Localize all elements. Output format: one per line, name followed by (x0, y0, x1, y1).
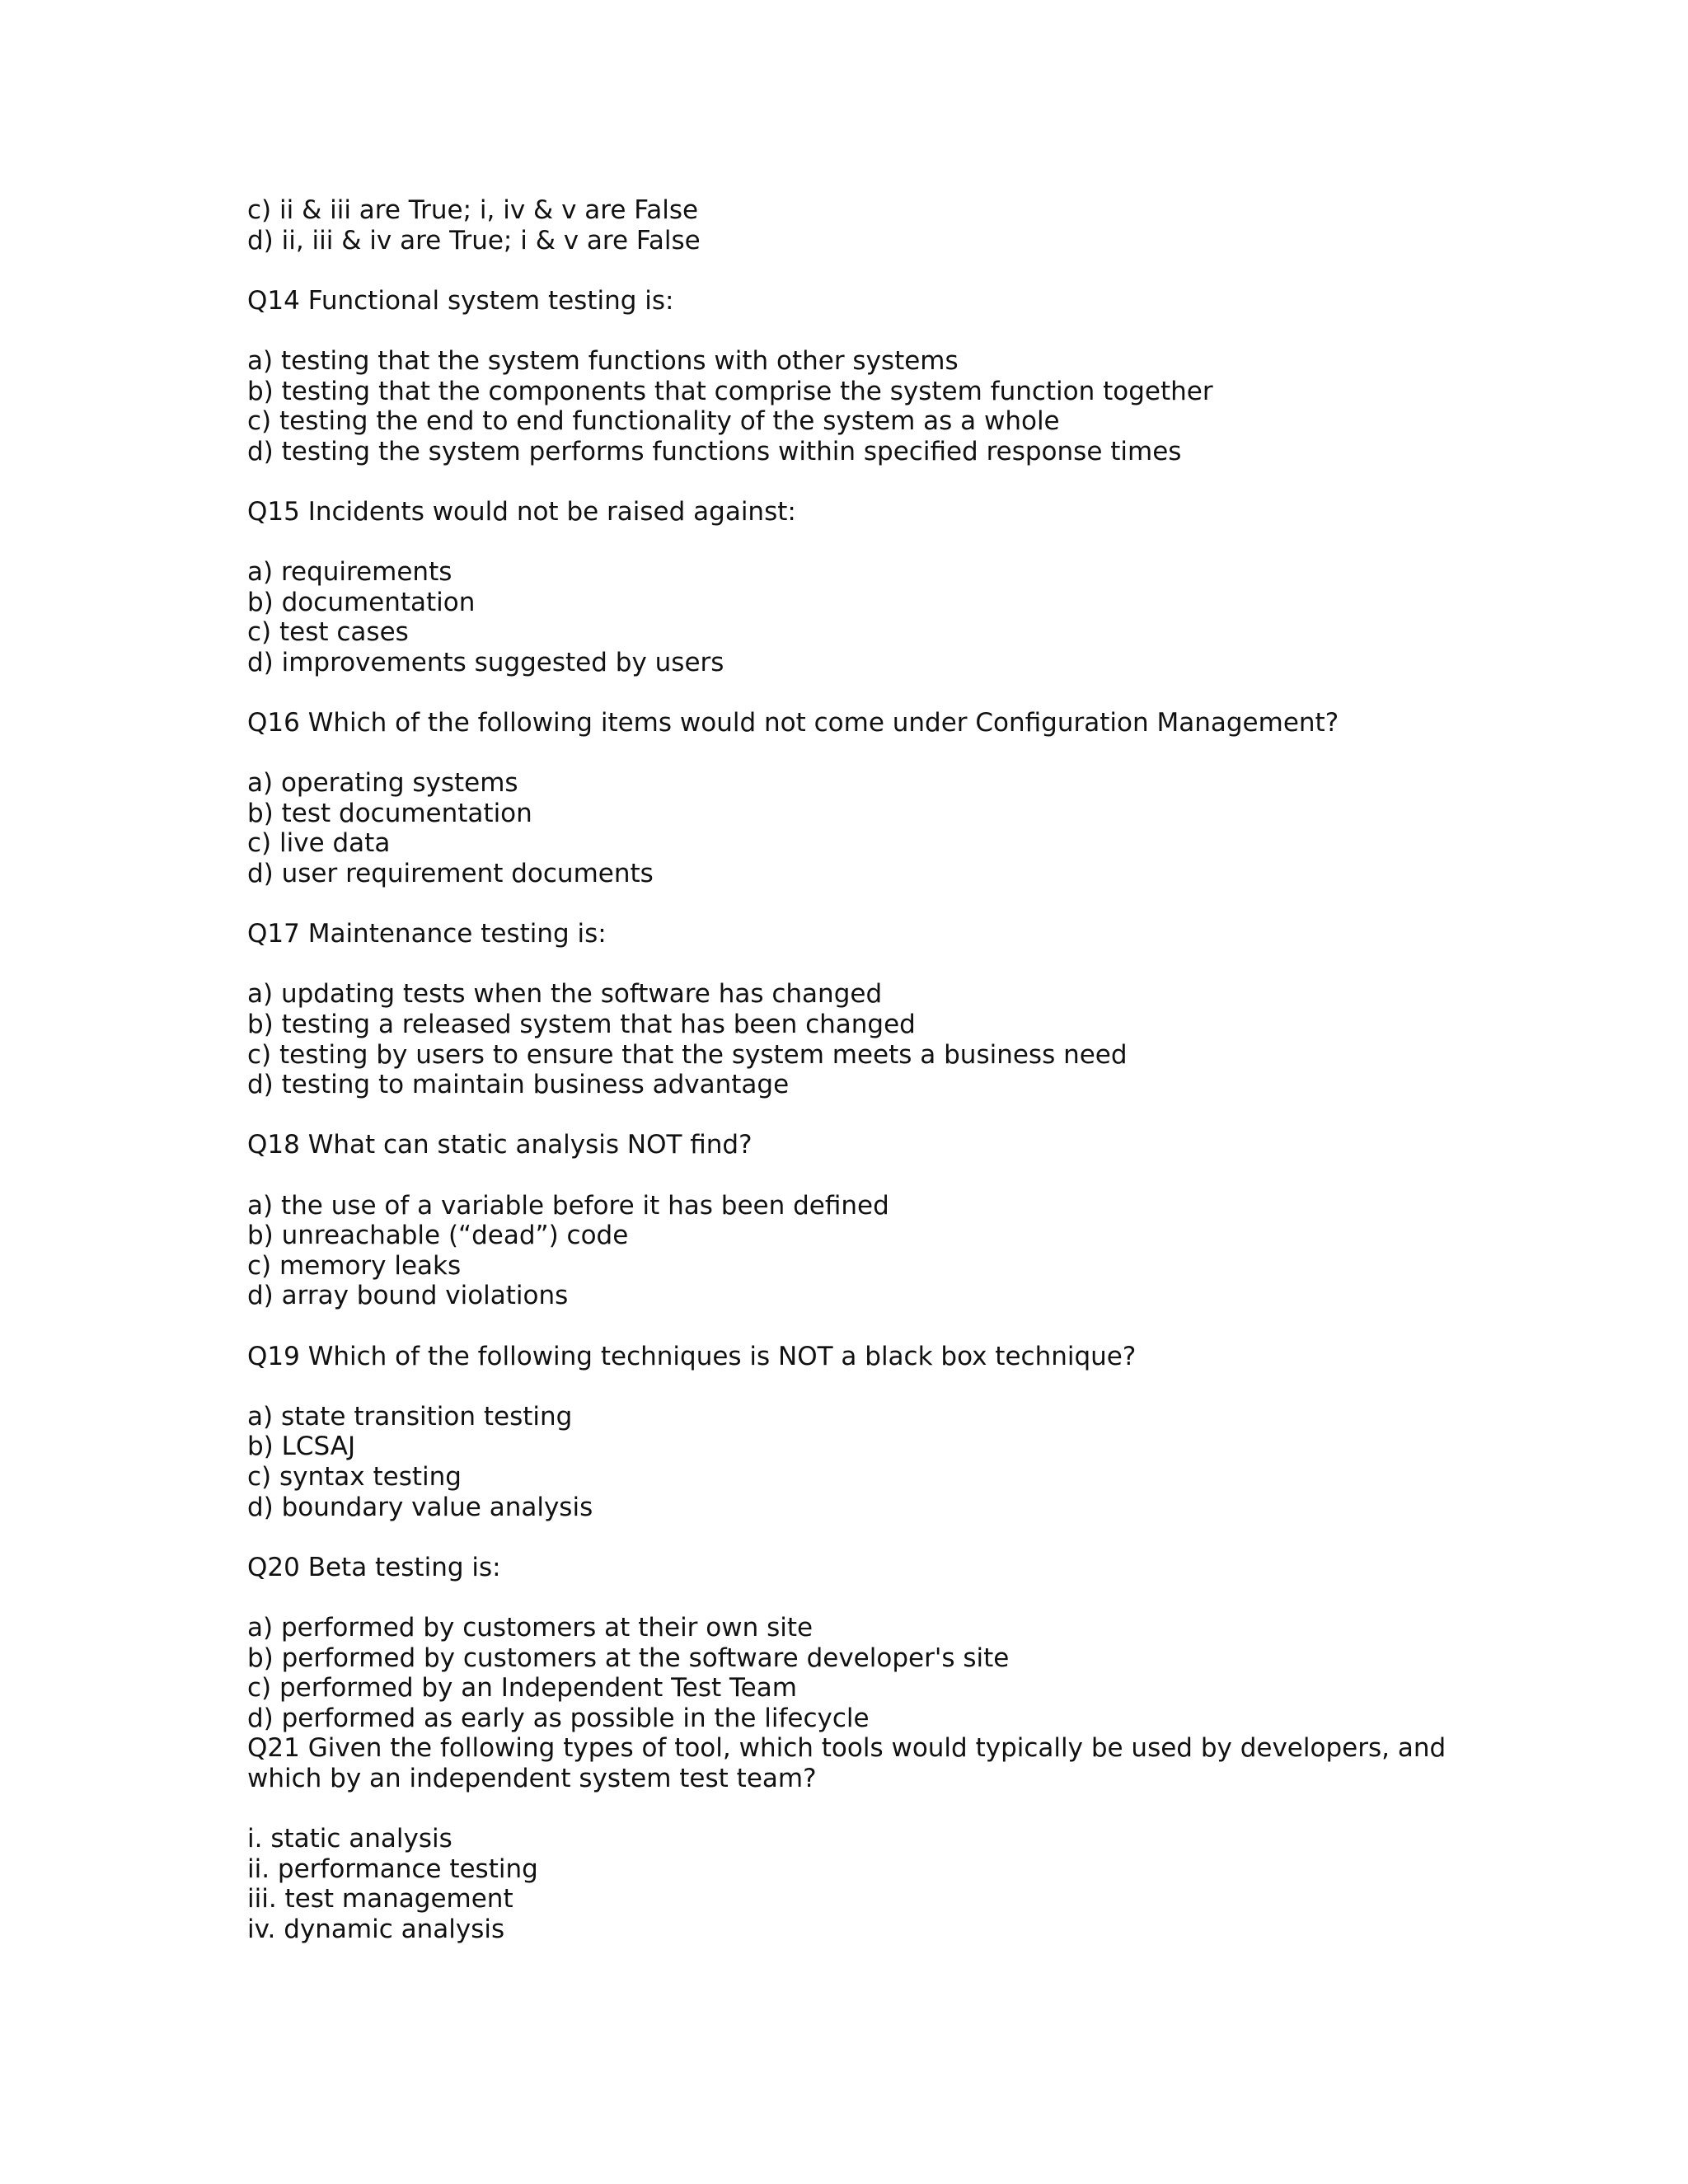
option-text: c) performed by an Independent Test Team (247, 1673, 797, 1704)
option-text: b) documentation (247, 587, 476, 617)
document-page (247, 195, 1533, 1944)
spacer (247, 466, 1533, 497)
option-text: d) improvements suggested by users (247, 647, 724, 677)
option-text: b) testing that the components that comprise the system function together (247, 376, 1213, 406)
option-text: b) LCSAJ (247, 1432, 356, 1462)
question-text-continued: which by an independent system test team? (247, 1763, 817, 1793)
question-block-q14 (247, 286, 1533, 467)
question-text: Q15 Incidents would not be raised against: (247, 496, 796, 527)
spacer (247, 1100, 1533, 1131)
spacer (247, 738, 1533, 769)
option-text: c) syntax testing (247, 1461, 462, 1492)
option-text: c) testing the end to end functionality of the system as a whole (247, 406, 1060, 437)
question-text: Q18 What can static analysis NOT find? (247, 1130, 753, 1160)
question-text: Q19 Which of the following techniques is NOT a black box technique? (247, 1341, 1137, 1371)
question-text: Q16 Which of the following items would not come under Configuration Management? (247, 708, 1339, 738)
question-block-q15 (247, 497, 1533, 678)
option-text: c) testing by users to ensure that the system meets a business need (247, 1039, 1128, 1070)
lead-options (247, 195, 1533, 255)
question-block-q20 (247, 1553, 1533, 1734)
question-block-q18 (247, 1130, 1533, 1311)
spacer (247, 316, 1533, 346)
spacer (247, 527, 1533, 558)
spacer (247, 1371, 1533, 1402)
option-text: d) ii, iii & iv are True; i & v are False (247, 225, 701, 255)
question-text: Q14 Functional system testing is: (247, 285, 674, 316)
question-block-q21 (247, 1733, 1533, 1944)
option-text: d) performed as early as possible in the lifecycle (247, 1703, 870, 1733)
question-block-q19 (247, 1342, 1533, 1523)
spacer (247, 949, 1533, 980)
option-text: d) testing the system performs functions within specified response times (247, 436, 1182, 466)
option-text: a) state transition testing (247, 1401, 573, 1432)
option-text: c) memory leaks (247, 1250, 462, 1281)
list-item: i. static analysis (247, 1824, 452, 1854)
option-text: b) test documentation (247, 798, 532, 828)
option-text: c) live data (247, 828, 391, 859)
question-text: Q21 Given the following types of tool, which tools would typically be used by developers, and (247, 1733, 1447, 1764)
option-text: d) testing to maintain business advantage (247, 1070, 790, 1100)
option-text: c) ii & iii are True; i, iv & v are False (247, 195, 699, 225)
option-text: d) array bound violations (247, 1281, 569, 1311)
option-text: a) performed by customers at their own site (247, 1612, 814, 1643)
option-text: a) requirements (247, 557, 452, 588)
spacer (247, 255, 1533, 286)
spacer (247, 678, 1533, 709)
option-text: a) updating tests when the software has changed (247, 979, 883, 1010)
list-item: iii. test management (247, 1884, 513, 1915)
spacer (247, 1582, 1533, 1613)
option-text: a) the use of a variable before it has been defined (247, 1190, 889, 1221)
question-text: Q17 Maintenance testing is: (247, 919, 607, 949)
spacer (247, 889, 1533, 920)
option-text: b) unreachable (“dead”) code (247, 1221, 629, 1251)
question-text: Q20 Beta testing is: (247, 1552, 501, 1582)
question-block-q17 (247, 919, 1533, 1100)
option-text: d) user requirement documents (247, 859, 654, 889)
option-text: b) performed by customers at the software developer's site (247, 1643, 1010, 1673)
spacer (247, 1311, 1533, 1342)
option-text: c) test cases (247, 617, 409, 648)
option-text: a) operating systems (247, 768, 518, 799)
list-item: ii. performance testing (247, 1854, 538, 1884)
option-text: a) testing that the system functions with other systems (247, 345, 959, 376)
spacer (247, 1522, 1533, 1553)
option-text: d) boundary value analysis (247, 1492, 593, 1522)
spacer (247, 1793, 1533, 1824)
option-text: b) testing a released system that has been changed (247, 1010, 916, 1040)
spacer (247, 1160, 1533, 1191)
list-item: iv. dynamic analysis (247, 1914, 505, 1944)
question-block-q16 (247, 708, 1533, 889)
